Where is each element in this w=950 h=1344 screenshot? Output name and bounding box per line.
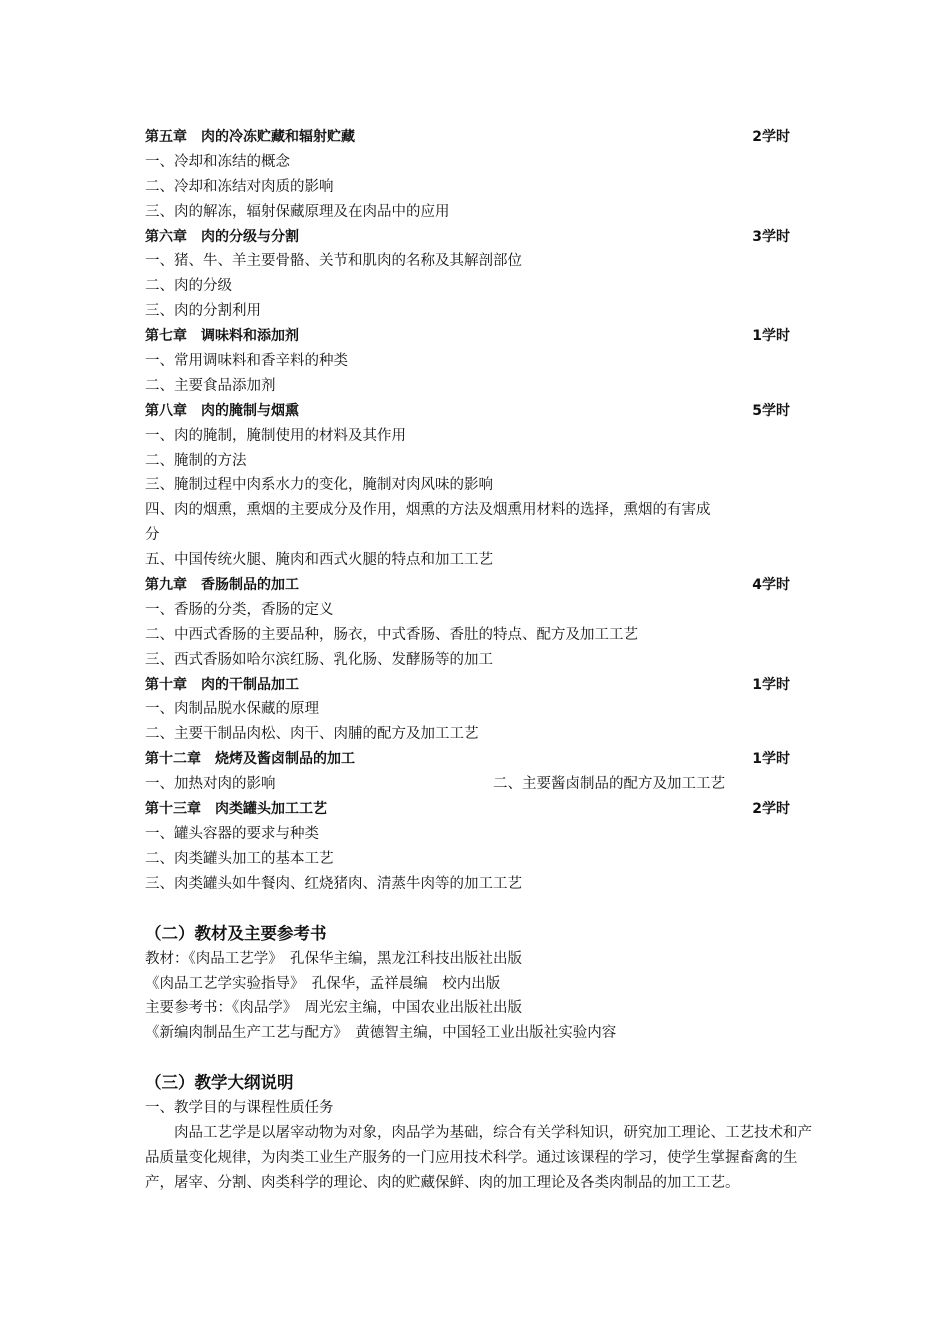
chapter-item: 分: [145, 527, 160, 544]
chapter-heading: [145, 399, 815, 424]
chapter-item: 一、冷却和冻结的概念: [145, 153, 290, 170]
reference-line: 教材：《肉品工艺学》 孔保华主编，黑龙江科技出版社出版: [145, 950, 522, 967]
chapter-title: 第六章 肉的分级与分割: [145, 228, 299, 245]
chapter-title: 第五章 肉的冷冻贮藏和辐射贮藏: [145, 129, 355, 145]
chapter-heading: [145, 673, 815, 698]
chapter-heading: [145, 797, 815, 822]
chapter-item-row: [145, 772, 815, 797]
chapter-item: 一、罐头容器的要求与种类: [145, 825, 319, 842]
chapter-item: 二、冷却和冻结对肉质的影响: [145, 178, 334, 195]
chapter-item: 三、肉的解冻，辐射保藏原理及在肉品中的应用: [145, 203, 450, 220]
section-heading: （二）教材及主要参考书: [145, 923, 327, 943]
chapter-item: 二、肉类罐头加工的基本工艺: [145, 850, 334, 867]
chapter-title: 第十三章 肉类罐头加工工艺: [145, 801, 327, 818]
chapter-title: 第十二章 烧烤及酱卤制品的加工: [145, 751, 355, 768]
chapter-title: 第十章 肉的干制品加工: [145, 676, 299, 693]
chapter-hours: 2学时: [752, 129, 790, 145]
chapter-item: 一、常用调味料和香辛料的种类: [145, 353, 348, 370]
chapter-item: 三、西式香肠如哈尔滨红肠、乳化肠、发酵肠等的加工: [145, 651, 493, 668]
chapter-item: 三、肉类罐头如牛餐肉、红烧猪肉、清蒸牛肉等的加工工艺: [145, 875, 522, 892]
chapter-hours: 4学时: [752, 577, 790, 594]
chapter-item: 一、加热对肉的影响: [145, 776, 276, 793]
chapter-item: 一、猪、牛、羊主要骨骼、关节和肌肉的名称及其解剖部位: [145, 253, 522, 270]
chapter-heading: [145, 324, 815, 349]
chapter-item: 四、肉的烟熏，熏烟的主要成分及作用，烟熏的方法及烟熏用材料的选择，熏烟的有害成: [145, 502, 711, 519]
reference-line: 《新编肉制品生产工艺与配方》 黄德智主编，中国轻工业出版社实验内容: [145, 1025, 617, 1042]
chapter-item: 二、腌制的方法: [145, 452, 247, 469]
chapter-heading: [145, 573, 815, 598]
subheading: 一、教学目的与课程性质任务: [145, 1100, 334, 1117]
chapter-heading: [145, 747, 815, 772]
chapter-item: 二、主要酱卤制品的配方及加工工艺: [493, 776, 725, 793]
chapter-title: 第七章 调味料和添加剂: [145, 328, 299, 345]
chapter-hours: 3学时: [752, 228, 790, 245]
chapter-item: 一、肉制品脱水保藏的原理: [145, 701, 319, 718]
section-heading: （三）教学大纲说明: [145, 1073, 294, 1093]
chapter-list: [145, 125, 815, 747]
chapter-item: 二、主要干制品肉松、肉干、肉脯的配方及加工工艺: [145, 726, 479, 743]
chapter-hours: 5学时: [752, 402, 790, 419]
chapter-hours: 1学时: [752, 676, 790, 693]
chapter-hours: 1学时: [752, 328, 790, 345]
chapter-item: 二、中西式香肠的主要品种，肠衣，中式香肠、香肚的特点、配方及加工工艺: [145, 626, 638, 643]
reference-line: 《肉品工艺学实验指导》 孔保华，孟祥晨编 校内出版: [145, 975, 501, 992]
chapter-item: 一、香肠的分类，香肠的定义: [145, 601, 334, 618]
chapter-item: 一、肉的腌制，腌制使用的材料及其作用: [145, 427, 406, 444]
chapter-title: 第九章 香肠制品的加工: [145, 577, 299, 594]
document-page: [145, 125, 815, 1196]
chapter-title: 第八章 肉的腌制与烟熏: [145, 402, 299, 419]
chapter-item: 二、肉的分级: [145, 278, 232, 295]
reference-line: 主要参考书：《肉品学》 周光宏主编，中国农业出版社出版: [145, 1000, 522, 1017]
chapter-item: 三、腌制过程中肉系水力的变化，腌制对肉风味的影响: [145, 477, 493, 494]
chapter-item: 五、中国传统火腿、腌肉和西式火腿的特点和加工工艺: [145, 552, 493, 569]
chapter-hours: 2学时: [752, 801, 790, 818]
chapter-heading: [145, 225, 815, 250]
body-paragraph: 肉品工艺学是以屠宰动物为对象，肉品学为基础，综合有关学科知识，研究加工理论、工艺技术和产品质量变化规律，为肉类工业生产服务的一门应用技术科学。通过该课程的学习，使学生掌握畜禽的生产，屠宰、分割、肉类科学的理论、肉的贮藏保鲜、肉的加工理论及各类肉制品的加工工艺。: [145, 1125, 812, 1191]
chapter-hours: 1学时: [752, 751, 790, 768]
chapter-item: 三、肉的分割利用: [145, 303, 261, 320]
chapter-item: 二、主要食品添加剂: [145, 377, 276, 394]
chapter-heading: [145, 125, 815, 150]
